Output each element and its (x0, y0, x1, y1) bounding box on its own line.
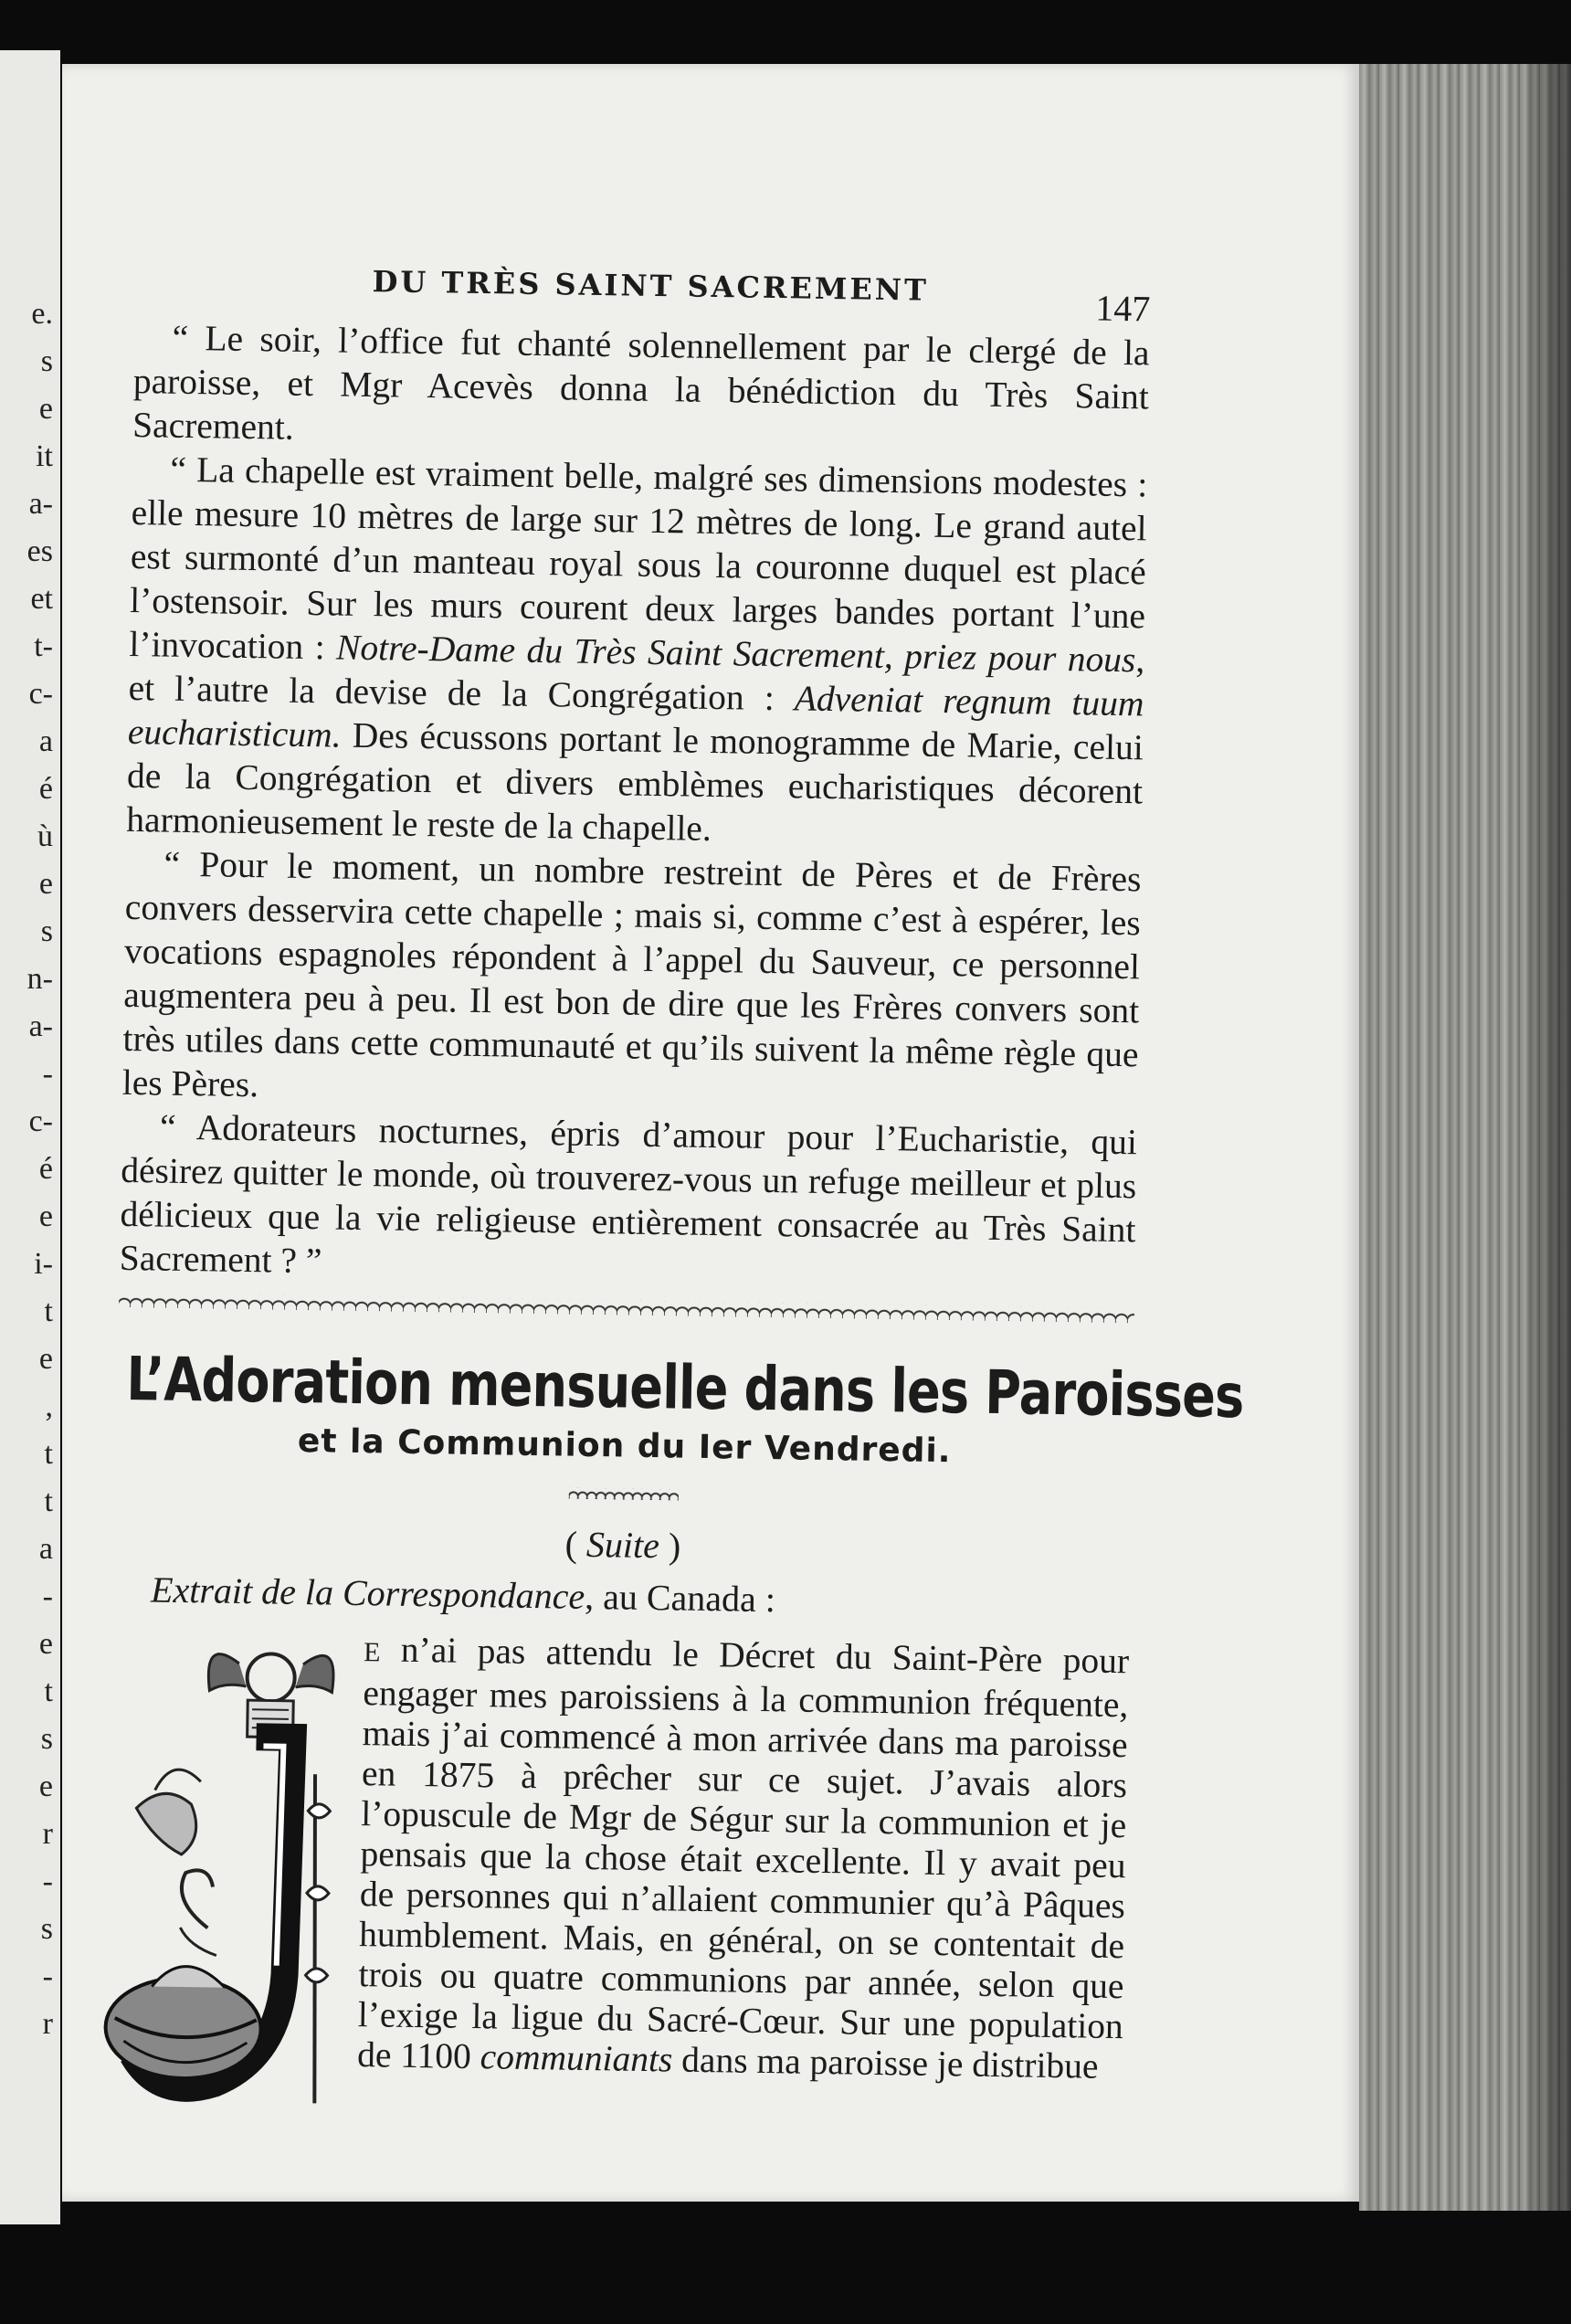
left-page-fragment: e (38, 1627, 53, 1661)
left-page-fragment: s (40, 1722, 53, 1756)
paragraph-3: “ Pour le moment, un nombre restreint de Pères et de Frères convers desservira cette chapelle ; mais si, comme c’est à espérer, les vocations espagnoles répondent à l’appel du Sauveur, ce personnel augmentera peu à peu. Il est bon de dire que les Frères convers sont très utiles dans cette communauté et qu’ils suivent la même règle que les Pères. (121, 843, 1142, 1105)
left-page-fragment: - (42, 1579, 53, 1613)
section-heading: L’Adoration mensuelle dans les Paroisses (125, 1344, 1245, 1432)
left-page-fragment: r (42, 1817, 53, 1851)
left-page-fragment: e (38, 1769, 53, 1803)
paragraph-2-middle: , et l’autre la devise de la Congrégation : (128, 639, 1145, 719)
left-page-fragment: é (38, 772, 53, 806)
left-page-fragment: t (44, 1437, 53, 1471)
left-page-fragment: it (36, 439, 53, 473)
section-subheading: et la Communion du Ier Vendredi. (297, 1421, 952, 1471)
left-page-fragment: , (45, 1389, 53, 1423)
left-page-fragment: a (38, 724, 53, 758)
paragraph-2 (126, 447, 1148, 857)
letter-text-b: dans ma paroisse je distribue (672, 2039, 1099, 2086)
left-page-fragment: t (44, 1294, 53, 1328)
wavy-divider (119, 1293, 1134, 1323)
left-page-fragment: n- (26, 962, 53, 996)
extrait-rest: , au Canada : (584, 1575, 776, 1621)
paragraph-1: “ Le soir, l’office fut chanté solennellement par le clergé de la paroisse, et Mgr Acevès donna la bénédiction du Très Saint Sacrement. (132, 317, 1150, 448)
extrait-line (151, 1568, 1131, 1626)
left-page-fragment: - (42, 1057, 53, 1091)
page-number: 147 (1094, 287, 1151, 330)
left-page-fragment: e (38, 1199, 53, 1233)
left-page-fragment: s (40, 1912, 53, 1946)
paragraph-2-end: Des écussons portant le monogramme de Marie, celui de la Congrégation et divers emblèmes eucharistiques décorent harmonieusement le reste de la chapelle. (126, 714, 1144, 849)
book-page-edges (1359, 64, 1571, 2211)
left-page-fragment: é (38, 1152, 53, 1186)
adjacent-left-page (0, 50, 60, 2224)
left-page-fragment: c- (28, 677, 53, 711)
extrait-italic: Extrait de la Correspondance (150, 1569, 585, 1617)
left-page-fragment: ù (37, 819, 53, 853)
left-page-fragment: - (42, 1960, 53, 1993)
letter-text-a: n’ai pas attendu le Décret du Saint-Père pour engager mes paroissiens à la communion fréquente, mais j’ai commencé à mon arrivée dans ma paroisse en 1875 à prêcher sur ce sujet. J’avais alors l’opuscule de Mgr de Ségur sur la communion et je pensais que la chose était excellente. Il y avait peu de personnes qui n’allaient communier qu’à Pâques humblement. Mais, en général, on se contentait de trois ou quatre communions par année, selon que l’exige la ligue du Sacré-Cœur. Sur une population de 1100 (356, 1629, 1130, 2077)
suite-label: ( Suite ) (564, 1523, 681, 1567)
left-page-fragment: i- (34, 1247, 53, 1281)
left-page-fragment: a- (28, 1009, 53, 1043)
left-page-fragment: - (42, 1864, 53, 1898)
page-text-block (106, 260, 1245, 2139)
left-page-fragment: s (40, 914, 53, 948)
left-page-fragment: et (30, 582, 53, 616)
motto-text: Adveniat regnum tuum eucharisticum. (127, 678, 1144, 755)
invocation-text: Notre-Dame du Très Saint Sacrement, priez pour nous (335, 627, 1136, 681)
left-page-fragment: a- (28, 487, 53, 521)
paragraph-2-start: “ La chapelle est vraiment belle, malgré ses dimensions modestes : elle mesure 10 mètres de large sur 12 mètres de long. Le grand autel est surmonté d’un manteau royal sous la couronne duquel est placé l’ostensoir. Sur les murs courent deux larges bandes portant l’une l’invocation : (129, 449, 1148, 668)
left-page-fragment: es (26, 534, 53, 568)
left-page-fragment: e (38, 392, 53, 426)
left-page-fragment: e (38, 867, 53, 901)
left-page-fragment: c- (28, 1104, 53, 1138)
letter-opening-letters: E (363, 1637, 381, 1668)
left-page-fragment: t- (34, 629, 53, 663)
ornamental-initial-j-icon (95, 1625, 359, 2127)
left-page-fragment: t (44, 1484, 53, 1518)
left-page-fragment: r (42, 2007, 53, 2041)
left-page-fragment: e. (31, 297, 53, 331)
left-page-fragment: t (44, 1674, 53, 1708)
letter-excerpt (107, 1625, 1130, 2086)
paragraph-4: “ Adorateurs nocturnes, épris d’amour pour l’Eucharistie, qui désirez quitter le monde, où trouverez-vous un refuge meilleur et plus délicieux que la vie religieuse entièrement consacrée au Très Saint Sacrement ? ” (119, 1106, 1138, 1282)
small-wavy-ornament (569, 1488, 679, 1501)
left-page-fragment: e (38, 1342, 53, 1376)
left-page-fragment: s (40, 344, 53, 378)
running-head-title: DU TRÈS SAINT SACREMENT (372, 264, 930, 308)
letter-italic: communiants (480, 2036, 673, 2080)
left-page-fragment: a (38, 1532, 53, 1566)
